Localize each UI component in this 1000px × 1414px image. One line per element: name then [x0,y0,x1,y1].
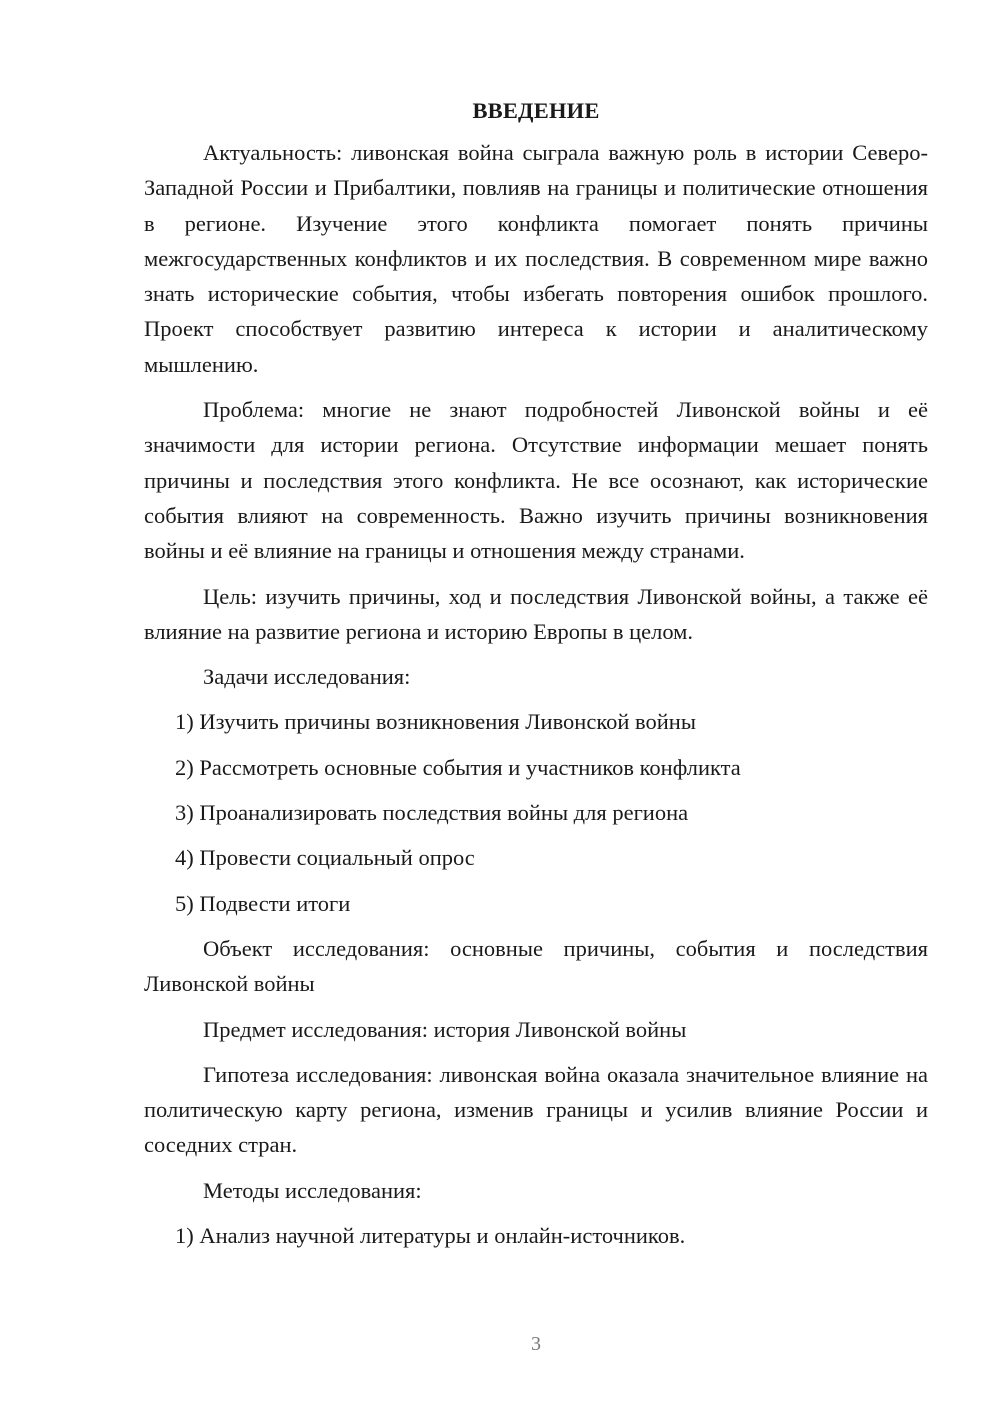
hypothesis-paragraph: Гипотеза исследования: ливонская война оказала значительное влияние на политическую карту региона, изменив границы и усилив влияние России и соседних стран. [144,1061,928,1158]
task-item: 5) Подвести итоги [175,890,351,916]
relevance-paragraph: Актуальность: ливонская война сыграла важную роль в истории Северо-Западной России и Прибалтики, повлияв на границы и политические отношения в регионе. Изучение этого конфликта помогает понять причины межгосударственных конфликтов и их последствия. В современном мире важно знать исторические события, чтобы избегать повторения ошибок прошлого. Проект способствует развитию интереса к истории и аналитическому мышлению. [144,140,928,377]
subject-paragraph: Предмет исследования: история Ливонской войны [203,1016,687,1042]
task-item: 2) Рассмотреть основные события и участников конфликта [175,754,741,780]
method-item: 1) Анализ научной литературы и онлайн-источников. [175,1223,686,1249]
section-heading: ВВЕДЕНИЕ [472,98,600,123]
goal-paragraph: Цель: изучить причины, ход и последствия Ливонской войны, а также её влияние на развитие региона и историю Европы в целом. [144,583,928,644]
problem-paragraph: Проблема: многие не знают подробностей Ливонской войны и её значимости для истории региона. Отсутствие информации мешает понять причины и последствия этого конфликта. Не все осознают, как исторические события влияют на современность. Важно изучить причины возникновения войны и её влияние на границы и отношения между странами. [144,397,928,564]
task-item: 3) Проанализировать последствия войны для региона [175,800,689,826]
object-paragraph: Объект исследования: основные причины, события и последствия Ливонской войны [144,935,928,997]
methods-heading: Методы исследования: [203,1177,422,1203]
page-number: 3 [531,1333,541,1355]
tasks-heading: Задачи исследования: [203,664,411,690]
page-content [144,96,928,1263]
task-item: 1) Изучить причины возникновения Ливонской войны [175,709,696,735]
tasks-list [144,704,928,920]
methods-list [144,1218,928,1253]
task-item: 4) Провести социальный опрос [175,845,475,871]
